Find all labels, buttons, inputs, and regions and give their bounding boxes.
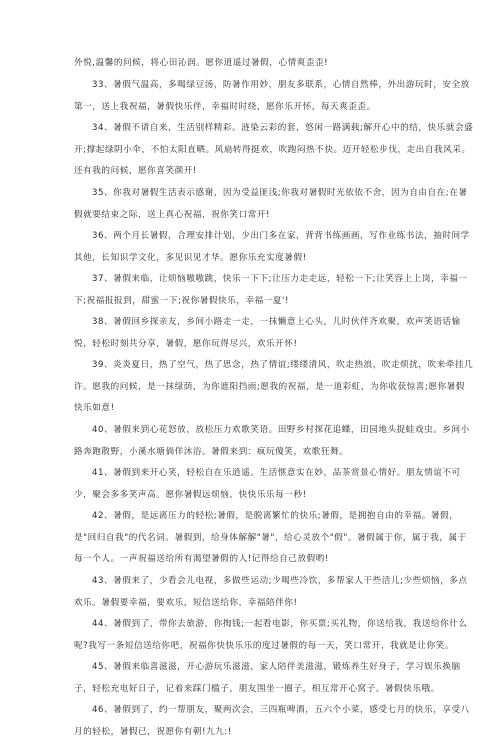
paragraph-35: 35、你我对暑假生活表示感谢，因为受益匪浅;你我对暑假时光依依不舍，因为自由自在;在暑假就要结束之际，送上真心祝福，祝你笑口常开! [74, 188, 468, 220]
paragraph-38: 38、暑假回乡探亲友，乡间小路走一走，一抹懒意上心头，儿时伙伴齐欢聚，欢声笑语话愉悦，轻松时刻共分享，暑假，愿你玩得尽兴，欢乐开怀! [74, 317, 461, 349]
paragraph-33: 33、暑假气温高，多喝绿豆汤，防暑作用妙，朋友多联系，心情自然棒，外出游玩时，安全放第一，送上我祝福，暑假快乐伴，幸福时时绕，愿你乐开怀，每天爽歪歪。 [74, 80, 470, 112]
paragraph-45: 45、暑假来临喜滋滋，开心游玩乐滋滋，家人陪伴美滋滋，锻炼养生好身子，学习娱乐换脑子，轻松充电好日子，记着来踩门槛子，朋友围坐一圈子，相互常开心窝子。暑假快乐哦。 [74, 662, 461, 694]
paragraph-44: 44、暑假到了，带你去旅游，你掏钱;一起看电影，你买票;买礼物，你送给我，我送给你什么呢?我写一条短信送给你吧，祝福你快快乐乐的度过暑假的每一天，笑口常开，我就是让你笑。 [74, 619, 468, 651]
paragraph-46: 46、暑假到了，约一帮朋友，聚两次会，三四瓶啤酒，五六个小菜，感受七月的快乐，享受八月的轻松，暑假已，祝愿你有朝!九九:! [74, 705, 470, 737]
paragraph-39: 39、炎炎夏日，热了空气，热了思念，热了情谊;缕缕清风，吹走热浪，吹走烦扰，吹来牵挂几许。愿我的问候，是一抹绿荫，为你遮阳挡雨;愿我的祝福，是一道彩虹，为你收获惊喜;愿你暑假快乐如意! [74, 360, 474, 413]
paragraph-32-ending: 外悦,温馨的问候，将心田沁润。愿你逍遥过暑假，心情爽歪歪! [74, 58, 329, 68]
paragraph-36: 36、两个月长暑假，合理安排计划，少出门多在家，背背书练画画，写作业练书法，抽时间学其他，长知识学文化，多见识见才华。愿你乐充实度暑假! [74, 231, 470, 263]
paragraph-41: 41、暑假到来开心笑，轻松自在乐逍遥。生活惬意实在妙，品茶赏景心情好。朋友情谊不可少，聚会多多笑声高。愿你暑假远烦恼，快快乐乐每一秒! [74, 468, 461, 500]
paragraph-43: 43、暑假来了，少看会儿电视，多做些运动;少喝些冷饮，多帮家人干些活儿;少些烦恼，多点欢乐。暑假要幸福，要欢乐，短信送给你，幸福陪伴你! [74, 576, 468, 608]
paragraph-40: 40、暑假来到心花怒放，放松压力欢歌笑语。田野乡村探花追蝶，田园地头捉蛙戏虫。乡间小路奔跑散野，小溪水塘倘佯沐浴。暑假来到：疯玩傻笑，欢歌狂舞。 [74, 425, 470, 457]
paragraph-37: 37、暑假来临，让烦恼嗷嗷跳，快乐一下下;让压力走走远，轻松一下;让笑容上上岗，幸福一下;祝福报报到，甜蜜一下;祝你暑假快乐，幸福一夏'! [74, 274, 468, 306]
paragraph-42: 42、暑假，是远离压力的轻松;暑假，是脱离繁忙的快乐;暑假，是拥抱自由的幸福。暑假，是"回归自我"的代名词。暑假到，给身体解解"暑"，给心灵放个"假"。暑假属于你，属于我，属于每一个人。一声祝福送给所有渴望暑假的人!记得给自己放假哟! [74, 511, 467, 564]
paragraph-34: 34、暑假不请自来，生活别样精彩。涟染云彩的套，悠闲一路满载;解开心中的结，快乐就会盛开;撑起绿阴小伞，不怕太阳直晒。风扇转得挺欢，吹跑闷热不快。迈开轻松步伐，走出自我风采。还有我的问候，愿你喜笑颜开! [74, 123, 474, 176]
